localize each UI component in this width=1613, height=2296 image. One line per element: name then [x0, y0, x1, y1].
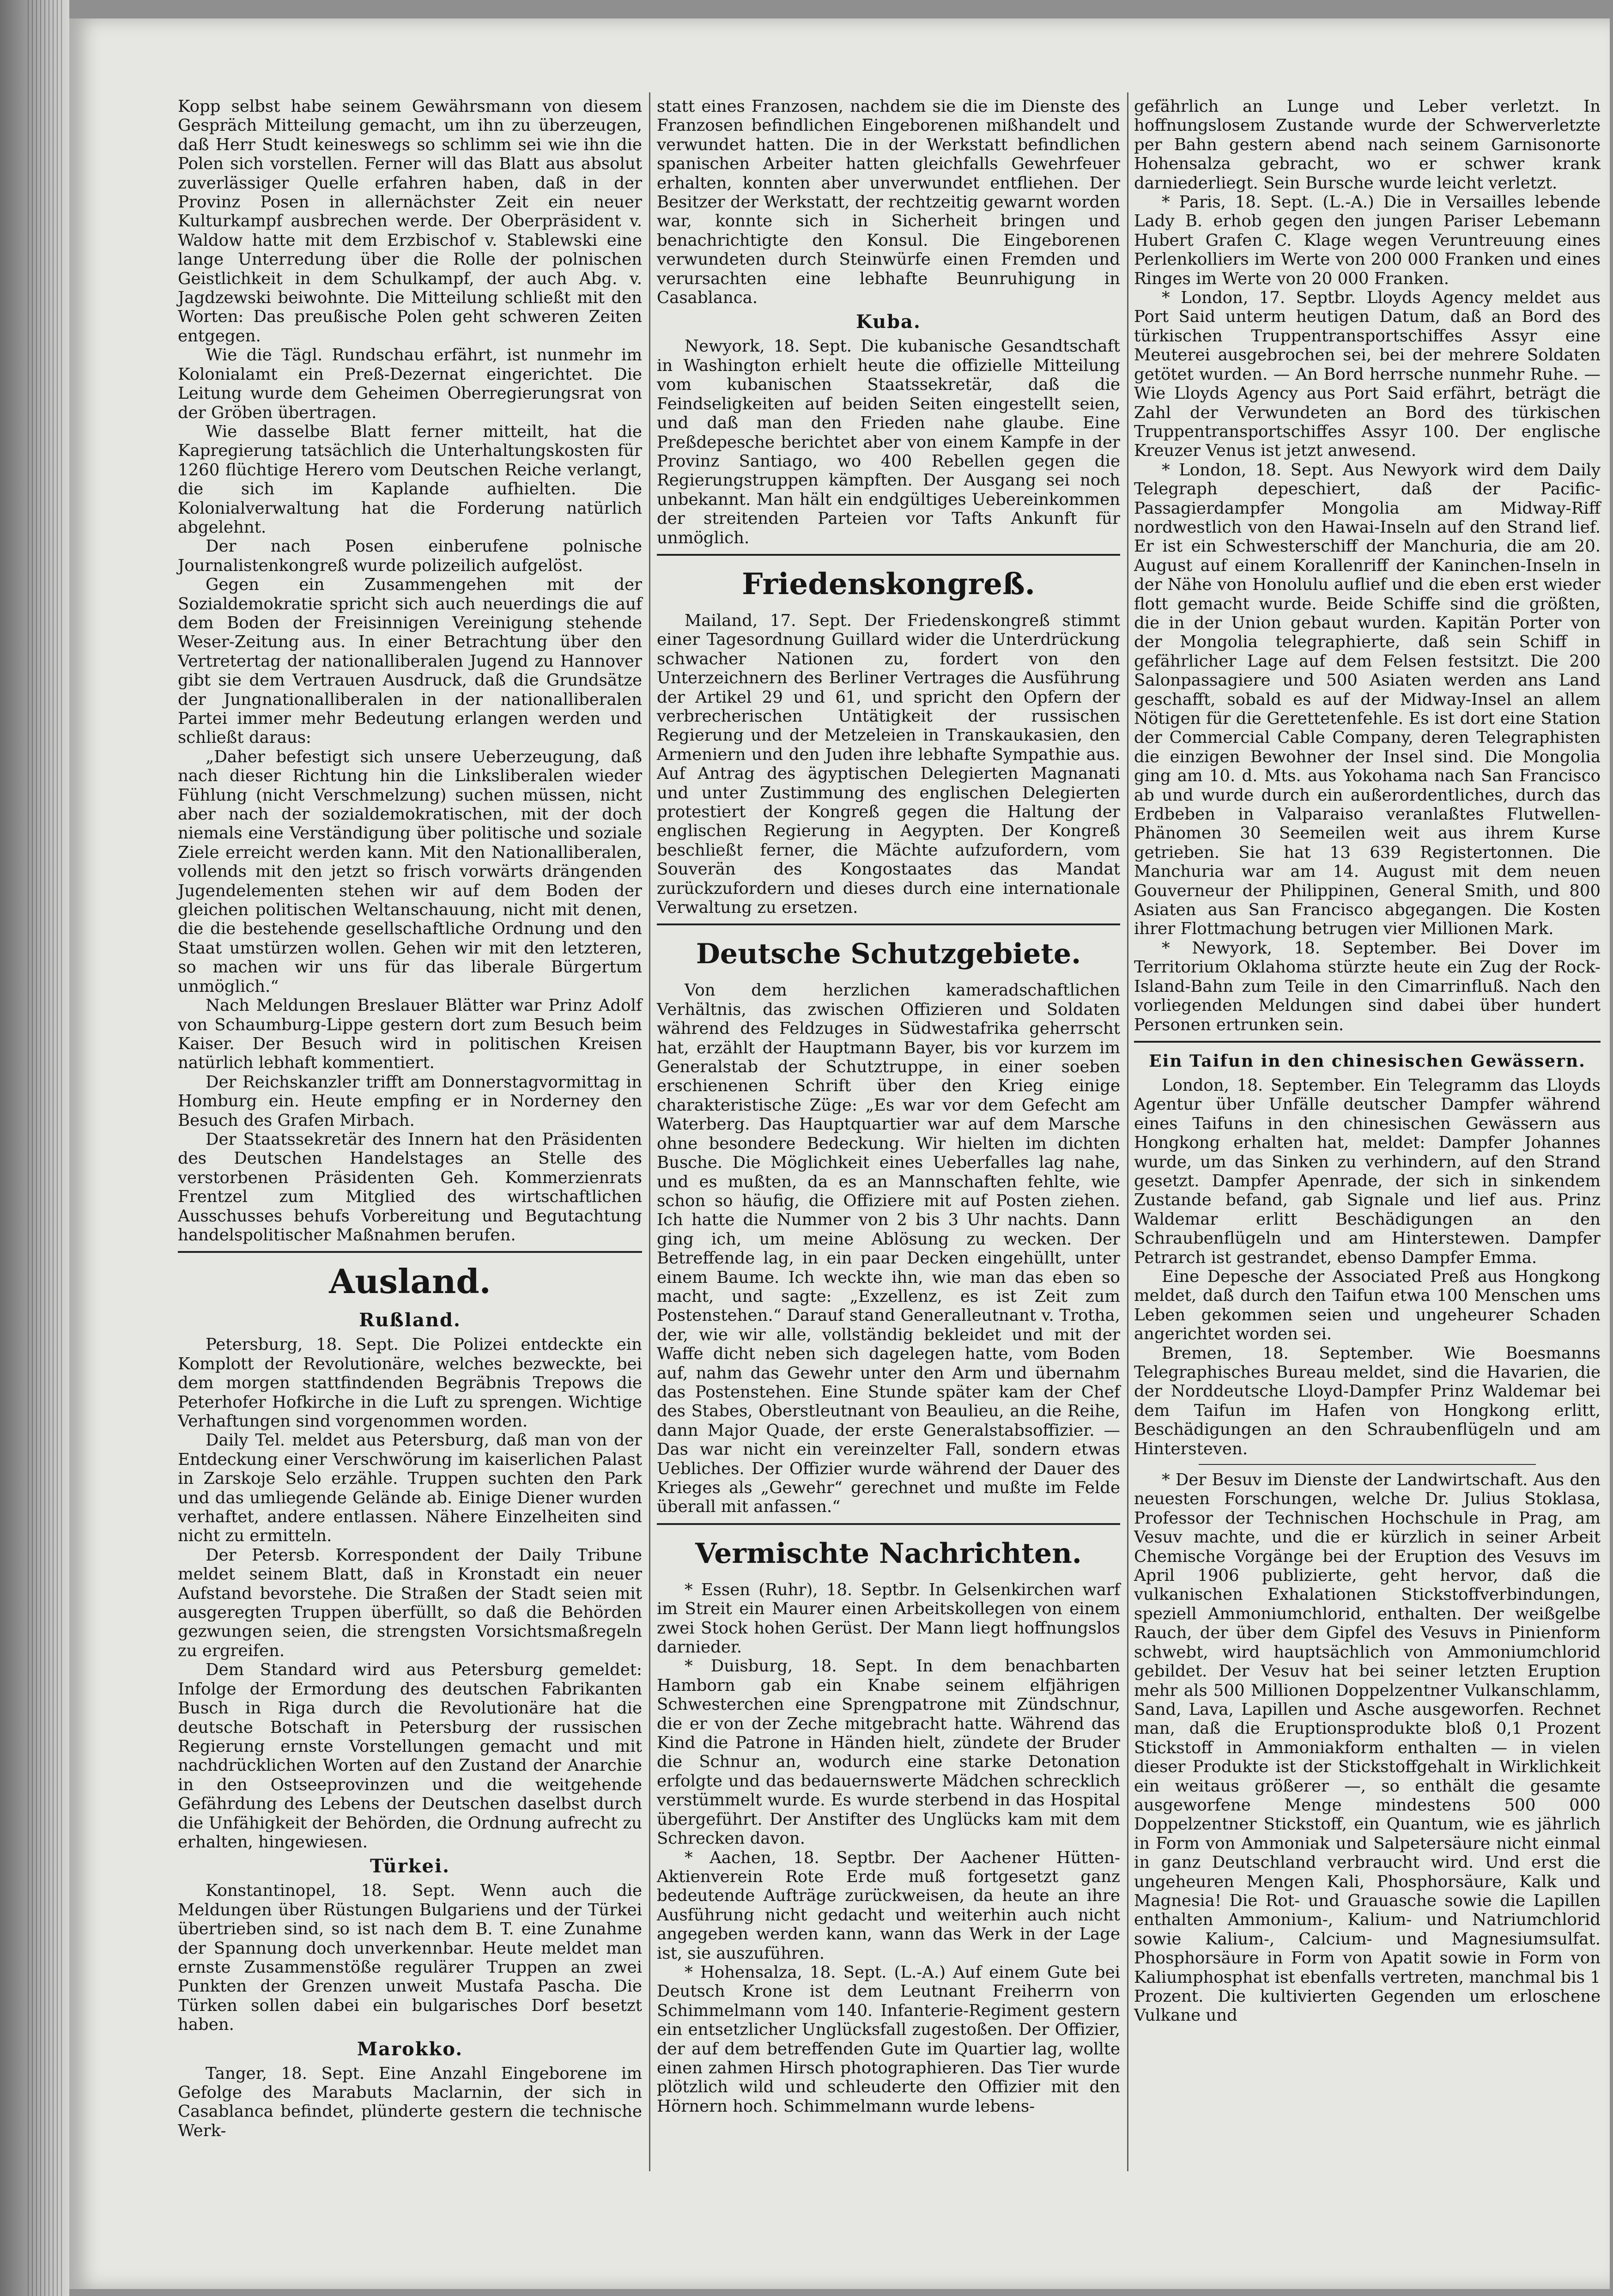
column-divider	[649, 92, 650, 2171]
article-text: Dem Standard wird aus Petersburg gemeldet: Infolge der Ermordung des deutschen Fabrikanten Busch in Riga durch die Revolutionäre hat die deutsche Botschaft in Petersburg der russischen Regierung ernste Vorstellungen gemacht und mit nachdrücklichen Worten auf den Zustand der Anarchie in den Ostseeprovinzen und die weitgehende Gefährdung des Lebens der Deutschen daselbst durch die Unfähigkeit der Behörden, die Ordnung aufrecht zu erhalten, hingewiesen.	[178, 1660, 642, 1852]
column-3	[1134, 97, 1601, 2025]
section-rule	[178, 1251, 642, 1253]
article-text: Bremen, 18. September. Wie Boesmanns Telegraphisches Bureau meldet, sind die Havarien, die der Norddeutsche Lloyd-Dampfer Prinz Waldemar bei dem Taifun im Hafen von Hongkong erlitt, Beschädigungen an den Schraubenflügeln und am Hintersteven.	[1134, 1343, 1601, 1458]
divider-rule	[1199, 1464, 1536, 1465]
article-text: Der Staatssekretär des Innern hat den Präsidenten des Deutschen Handelstages an Stelle des verstorbenen Präsidenten Geh. Kommerzienrats Frentzel zum Mitglied des wirtschaftlichen Ausschusses behufs Vorbereitung und Begutachtung handelspolitischer Maßnahmen berufen.	[178, 1130, 642, 1245]
section-rule	[657, 923, 1120, 925]
page-edges	[28, 0, 65, 2296]
article-text: * Hohensalza, 18. Sept. (L.-A.) Auf einem Gute bei Deutsch Krone ist dem Leutnant Freiherrn von Schimmelmann vom 140. Infanterie-Regiment gestern ein entsetzlicher Unglücksfall zugestoßen. Der Offizier, der auf dem betreffenden Gute im Quartier lag, wollte einen zahmen Hirsch photographieren. Das Tier wurde plötzlich wild und schleuderte den Offizier mit den Hörnern hoch. Schimmelmann wurde lebens-	[657, 1962, 1120, 2116]
column-divider	[1127, 92, 1128, 2171]
section-heading-schutzgebiete: Deutsche Schutzgebiete.	[696, 938, 1081, 971]
article-text: gefährlich an Lunge und Leber verletzt. In hoffnungslosem Zustande wurde der Schwerverletzte per Bahn gestern abend nach seinem Garnisonorte Hohensalza gebracht, wo er schwer krank darniederliegt. Sein Bursche wurde leicht verletzt.	[1134, 97, 1601, 193]
section-rule	[657, 554, 1120, 556]
column-2	[657, 97, 1120, 2116]
article-text: * Duisburg, 18. Sept. In dem benachbarten Hamborn gab ein Knabe seinem elfjährigen Schwesterchen eine Sprengpatrone mit Zündschnur, die er von der Zeche mitgebracht hatte. Während das Kind die Patrone in Händen hielt, zündete der Bruder die Schnur an, wodurch eine starke Detonation erfolgte und das bedauernswerte Mädchen schrecklich verstümmelt wurde. Es wurde sterbend in das Hospital übergeführt. Der Anstifter des Unglücks kam mit dem Schrecken davon.	[657, 1657, 1120, 1848]
article-text: * Aachen, 18. Septbr. Der Aachener Hütten-Aktienverein Rote Erde muß fortgesetzt ganz bedeutende Aufträge zurückweisen, da heute an ihre Ausführung nicht gedacht und weiterhin auch nicht angegeben werden kann, wann das Werk in der Lage ist, sie auszuführen.	[657, 1848, 1120, 1963]
article-text: London, 18. September. Ein Telegramm das Lloyds Agentur über Unfälle deutscher Dampfer während eines Taifuns in den chinesischen Gewässern aus Hongkong erhalten hat, meldet: Dampfer Johannes wurde, um das Sinken zu verhindern, auf den Strand gesetzt. Dampfer Apenrade, der sich in sinkendem Zustande befand, gab Signale und lief aus. Prinz Waldemar erlitt Beschädigungen an den Schraubenflügeln und am Hinterstewen. Dampfer Petrarch ist gestrandet, ebenso Dampfer Emma.	[1134, 1075, 1601, 1267]
article-text: Der Petersb. Korrespondent der Daily Tribune meldet seinem Blatt, daß in Kronstadt ein neuer Aufstand bevorstehe. Die Straßen der Stadt seien mit ausgeregten Truppen überfüllt, so daß die Behörden gezwungen seien, die strengsten Vorsichtsmaßregeln zu ergreifen.	[178, 1545, 642, 1660]
subheading-marokko: Marokko.	[357, 2038, 463, 2060]
section-rule	[1134, 1041, 1601, 1043]
article-text: Wie dasselbe Blatt ferner mitteilt, hat die Kapregierung tatsächlich die Unterhaltungskosten für 1260 flüchtige Herero vom Deutschen Reiche verlangt, die sich im Kaplande aufhielten. Die Kolonialverwaltung hat die Forderung natürlich abgelehnt.	[178, 422, 642, 537]
article-text: Daily Tel. meldet aus Petersburg, daß man von der Entdeckung einer Verschwörung im kaiserlichen Palast in Zarskoje Selo erzähle. Truppen suchten den Park und das umliegende Gelände ab. Einige Diener wurden verhaftet, andere entlassen. Nähere Einzelheiten sind nicht zu ermitteln.	[178, 1431, 642, 1546]
article-text: Petersburg, 18. Sept. Die Polizei entdeckte ein Komplott der Revolutionäre, welches bezweckte, bei dem morgen stattfindenden Begräbnis Trepows die Peterhofer Hofkirche in die Luft zu sprengen. Wichtige Verhaftungen sind vorgenommen worden.	[178, 1335, 642, 1431]
article-text: Tanger, 18. Sept. Eine Anzahl Eingeborene im Gefolge des Marabuts Maclarnin, der sich in Casablanca befindet, plünderte gestern die technische Werk-	[178, 2064, 642, 2140]
section-heading-ausland: Ausland.	[329, 1262, 491, 1301]
article-text: statt eines Franzosen, nachdem sie die im Dienste des Franzosen befindlichen Eingeborenen mißhandelt und verwundet hatten. Die in der Werkstatt befindlichen spanischen Arbeiter hatten gleichfalls Gewehrfeuer erhalten, konnten aber unverwundet entfliehen. Der Besitzer der Werkstatt, der rechtzeitig gewarnt worden war, konnte sich in Sicherheit bringen und benachrichtigte den Konsul. Die Eingeborenen verwundeten durch Steinwürfe einen Fremden und verursachten eine lebhafte Beunruhigung in Casablanca.	[657, 97, 1120, 308]
article-text: Nach Meldungen Breslauer Blätter war Prinz Adolf von Schaumburg-Lippe gestern dort zum Besuch beim Kaiser. Der Besuch wird in politischen Kreisen natürlich lebhaft kommentiert.	[178, 996, 642, 1073]
article-text: Konstantinopel, 18. Sept. Wenn auch die Meldungen über Rüstungen Bulgariens und der Türkei übertrieben sind, so ist nach dem B. T. eine Zunahme der Spannung doch unverkennbar. Heute meldet man ernste Zusammenstöße regulärer Truppen an zwei Punkten der Grenzen unweit Mustafa Pascha. Die Türken sollen dabei ein bulgarisches Dorf besetzt haben.	[178, 1881, 642, 2035]
subheading-russland: Rußland.	[359, 1309, 461, 1331]
article-text: Mailand, 17. Sept. Der Friedenskongreß stimmt einer Tagesordnung Guillard wider die Unterdrückung schwacher Nationen zu, fordert von den Unterzeichnern des Berliner Vertrages die Ausführung der Artikel 29 und 61, und spricht den Opfern der verbrecherischen Untätigkeit der russischen Regierung und der Metzeleien in Transkaukasien, den Armeniern und den Juden ihre lebhafte Sympathie aus. Auf Antrag des ägyptischen Delegierten Magnanati und unter Zustimmung des englischen Delegierten protestiert der Kongreß gegen die Haltung der englischen Regierung in Aegypten. Der Kongreß beschließt ferner, die Mächte aufzufordern, vom Souverän des Kongostaates das Mandat zurückzufordern und dieses durch eine internationale Verwaltung zu ersetzen.	[657, 611, 1120, 917]
article-text: Der nach Posen einberufene polnische Journalistenkongreß wurde polizeilich aufgelöst.	[178, 537, 642, 575]
article-text: * Der Besuv im Dienste der Landwirtschaft. Aus den neuesten Forschungen, welche Dr. Julius Stoklasa, Professor der Technischen Hochschule in Prag, am Vesuv machte, und die er kürzlich in seiner Arbeit Chemische Vorgänge bei der Eruption des Vesuvs im April 1906 publizierte, geht hervor, daß die vulkanischen Exhalationen Stickstoffverbindungen, speziell Ammoniumchlorid, enthalten. Der weißgelbe Rauch, der über dem Gipfel des Vesuvs in Pinienform schwebt, wird hauptsächlich von Ammoniumchlorid gebildet. Der Vesuv hat bei seiner letzten Eruption mehr als 500 Millionen Doppelzentner Vulkanschlamm, Sand, Lava, Lapillen und Asche ausgeworfen. Rechnet man, daß die Eruptionsprodukte bloß 0,1 Prozent Stickstoff in Ammoniakform enthalten — in vielen dieser Produkte ist der Stickstoffgehalt in Wirklichkeit ein weitaus größerer —, so enthält die gesamte ausgeworfene Menge mindestens 500 000 Doppelzentner Stickstoff, ein Quantum, wie es jährlich in Form von Ammoniak und Salpetersäure nicht einmal in ganz Deutschland verbraucht wird. Und erst die ungeheuren Mengen Kali, Phosphorsäure, Kalk und Magnesia! Die Rot- und Grauasche sowie die Lapillen enthalten Ammonium-, Kalium- und Natriumchlorid sowie Kalium-, Calcium- und Magnesiumsulfat. Phosphorsäure in Form von Apatit sowie in Form von Kaliumphosphat ist ebenfalls vertreten, manchmal bis 1 Prozent. Die kultivierten Gegenden um erloschene Vulkane und	[1134, 1470, 1601, 2025]
subheading-kuba: Kuba.	[856, 311, 921, 333]
article-text: Newyork, 18. Sept. Die kubanische Gesandtschaft in Washington erhielt heute die offizielle Mitteilung vom kubanischen Staatssekretär, daß die Feindseligkeiten auf beiden Seiten eingestellt seien, und daß man den Frieden nahe glaube. Eine Preßdepesche berichtet aber von einem Kampfe in der Provinz Santiago, wo 400 Rebellen gegen die Regierungstruppen kämpften. Der Ausgang sei noch unbekannt. Man hält ein endgültiges Uebereinkommen der streitenden Parteien vor Tafts Ankunft für unmöglich.	[657, 337, 1120, 547]
article-text: Kopp selbst habe seinem Gewährsmann von diesem Gespräch Mitteilung gemacht, um ihn zu überzeugen, daß Herr Studt keineswegs so schlimm sei wie ihn die Polen sich vorstellen. Ferner will das Blatt aus absolut zuverlässiger Quelle erfahren haben, daß in der Provinz Posen in allernächster Zeit ein neuer Kulturkampf ausbrechen werde. Der Oberpräsident v. Waldow hatte mit dem Erzbischof v. Stablewski eine lange Unterredung über die Rolle der polnischen Geistlichkeit in dem Schulkampf, der auch Abg. v. Jagdzewski beiwohnte. Die Mitteilung schließt mit den Worten: Das preußische Polen geht schweren Zeiten entgegen.	[178, 97, 642, 346]
column-1	[178, 97, 642, 2140]
section-heading-friedenskongress: Friedenskongreß.	[742, 566, 1035, 601]
article-text: * Essen (Ruhr), 18. Septbr. In Gelsenkirchen warf im Streit ein Maurer einen Arbeitskollegen von einem zwei Stock hohen Gerüst. Der Mann liegt hoffnungslos darnieder.	[657, 1580, 1120, 1657]
article-text: * Newyork, 18. September. Bei Dover im Territorium Oklahoma stürzte heute ein Zug der Rock-Island-Bahn zum Teile in den Cimarrinfluß. Nach den vorliegenden Meldungen sind dabei über hundert Personen ertrunken sein.	[1134, 938, 1601, 1034]
article-text: Von dem herzlichen kameradschaftlichen Verhältnis, das zwischen Offizieren und Soldaten während des Feldzuges in Südwestafrika geherrscht hat, erzählt der Hauptmann Bayer, bis vor kurzem im Generalstab der Schutztruppe, in einer soeben erschienenen Schrift über den Krieg einige charakteristische Züge: „Es war vor dem Gefecht am Waterberg. Das Hauptquartier war auf dem Marsche ohne besondere Bedeckung. Wir hielten im dichten Busche. Die Möglichkeit eines Ueberfalles lag nahe, und es mußten, da es an Mannschaften fehlte, wie schon so häufig, die Offiziere mit auf Posten ziehen. Ich hatte die Nummer von 2 bis 3 Uhr nachts. Dann ging ich, um meine Ablösung zu wecken. Der Betreffende lag, in ein paar Decken eingehüllt, unter einem Baume. Ich weckte ihn, wie man das eben so macht, und sagte: „Exzellenz, es ist Zeit zum Postenstehen.“ Darauf stand Generalleutnant v. Trotha, der, wie wir alle, vollständig bekleidet und mit der Waffe dicht neben sich dagelegen hatte, vom Boden auf, nahm das Gewehr unter den Arm und übernahm das Postenstehen. Eine Stunde später kam der Chef des Stabes, Oberstleutnant von Beaulieu, an die Reihe, dann Major Quade, der erste Generalstabsoffizier. — Das war nicht ein vereinzelter Fall, sondern etwas Uebliches. Der Offizier wurde während der Dauer des Krieges als „Gewehr“ gerechnet und mußte im Felde überall mit anfassen.“	[657, 981, 1120, 1517]
section-rule	[657, 1523, 1120, 1525]
article-text: * London, 18. Sept. Aus Newyork wird dem Daily Telegraph depeschiert, daß der Pacific-Passagierdampfer Mongolia am Midway-Riff nordwestlich von den Hawai-Inseln auf den Strand lief. Er ist ein Schwesterschiff der Manchuria, die am 20. August auf einem Korallenriff der Kaninchen-Inseln in der Nähe von Honolulu auflief und die eben erst wieder flott gemacht wurde. Beide Schiffe sind die größten, die in der Union gebaut wurden. Kapitän Porter von der Mongolia telegraphierte, daß sein Schiff in gefährlicher Lage auf dem Felsen festsitzt. Die 200 Salonpassagiere und 500 Asiaten werden ans Land geschafft, sobald es auf der Midway-Insel an allem Nötigen für die Gerettetenfehle. Es ist dort eine Station der Commercial Cable Company, deren Telegraphisten die einzigen Bewohner der Insel sind. Die Mongolia ging am 10. d. Mts. aus Yokohama nach San Francisco ab und wurde durch ein außerordentliches, durch das Erdbeben in Valparaiso veranlaßtes Flutwellen-Phänomen 30 Seemeilen weit aus ihrem Kurse getrieben. Sie hat 13 639 Registertonnen. Die Manchuria war am 14. August mit dem neuen Gouverneur der Philippinen, General Smith, und 800 Asiaten aus San Francisco abgegangen. Die Kosten ihrer Flottmachung betrugen vier Millionen Mark.	[1134, 460, 1601, 939]
subheading-tuerkei: Türkei.	[370, 1855, 450, 1877]
article-text: Wie die Tägl. Rundschau erfährt, ist nunmehr im Kolonialamt ein Preß-Dezernat eingerichtet. Die Leitung wurde dem Geheimen Oberregierungsrat von der Gröben übertragen.	[178, 346, 642, 422]
subheading-taifun: Ein Taifun in den chinesischen Gewässern.	[1149, 1051, 1586, 1071]
article-text: Eine Depesche der Associated Preß aus Hongkong meldet, daß durch den Taifun etwa 100 Menschen ums Leben gekommen seien und ungeheurer Schaden angerichtet worden sei.	[1134, 1267, 1601, 1344]
article-text: * Paris, 18. Sept. (L.-A.) Die in Versailles lebende Lady B. erhob gegen den jungen Pariser Lebemann Hubert Grafen C. Klage wegen Veruntreuung eines Perlenkolliers im Werte von 200 000 Franken und eines Ringes im Werte von 20 000 Franken.	[1134, 193, 1601, 288]
newspaper-page	[69, 18, 1610, 2289]
section-heading-vermischte-nachrichten: Vermischte Nachrichten.	[695, 1537, 1082, 1570]
article-text: Der Reichskanzler trifft am Donnerstagvormittag in Homburg ein. Heute empfing er in Norderney den Besuch des Grafen Mirbach.	[178, 1072, 642, 1130]
article-text: Gegen ein Zusammengehen mit der Sozialdemokratie spricht sich auch neuerdings die auf dem Boden der Freisinnigen Vereinigung stehende Weser-Zeitung aus. In einer Betrachtung über den Vertretertag der nationalliberalen Jugend zu Hannover gibt sie dem Vertrauen Ausdruck, daß die Grundsätze der Jungnationalliberalen in der nationalliberalen Partei immer mehr Bedeutung erlangen werden und schließt daraus:	[178, 575, 642, 747]
book-spine-edge	[0, 0, 69, 2296]
article-text: * London, 17. Septbr. Lloyds Agency meldet aus Port Said unterm heutigen Datum, daß an Bord des türkischen Truppentransportschiffes Assyr eine Meuterei ausgebrochen sei, bei der mehrere Soldaten getötet wurden. — An Bord herrsche nunmehr Ruhe. — Wie Lloyds Agency aus Port Said erfährt, beträgt die Zahl der Verwundeten an Bord des türkischen Truppentransportschiffes Assyr 100. Der englische Kreuzer Venus ist jetzt anwesend.	[1134, 288, 1601, 461]
article-text: „Daher befestigt sich unsere Ueberzeugung, daß nach dieser Richtung hin die Linksliberalen wieder Fühlung (nicht Verschmelzung) suchen müssen, nicht aber nach der sozialdemokratischen, mit der doch niemals eine Verständigung über politische und soziale Ziele erreicht werden kann. Mit den Nationalliberalen, vollends mit den jetzt so frisch vorwärts drängenden Jugendelementen stehen wir auf dem Boden der gleichen politischen Weltanschauung, nicht mit denen, die die bestehende gesellschaftliche Ordnung und den Staat umstürzen wollen. Gehen wir mit den letzteren, so machen wir uns für das liberale Bürgertum unmöglich.“	[178, 747, 642, 996]
